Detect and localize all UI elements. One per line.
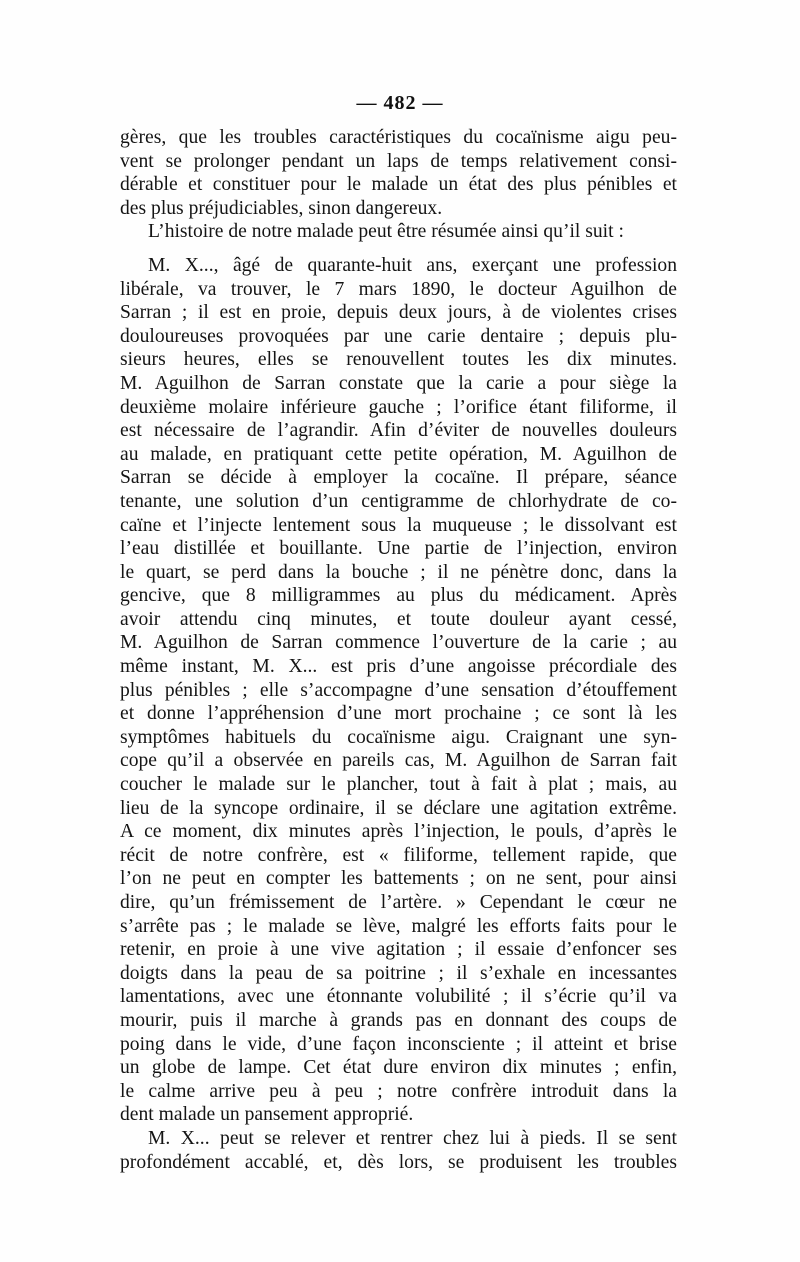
text-line: au malade, en pratiquant cette petite opération, M. Aguilhon de: [120, 443, 677, 465]
text-line: tenante, une solution d’un centigramme de chlorhydrate de co-: [120, 490, 677, 512]
text-line: sieurs heures, elles se renouvellent toutes les dix minutes.: [120, 349, 677, 371]
text-line: un globe de lampe. Cet état dure environ dix minutes ; enfin,: [120, 1057, 677, 1079]
text-line: symptômes habituels du cocaïnisme aigu. Craignant une syn-: [120, 726, 677, 748]
text-line: profondément accablé, et, dès lors, se produisent les troubles: [120, 1151, 677, 1173]
text-line: s’arrête pas ; le malade se lève, malgré les efforts faits pour le: [120, 915, 677, 937]
text-line: le calme arrive peu à peu ; notre confrère introduit dans la: [120, 1080, 677, 1102]
text-line: dérable et constituer pour le malade un état des plus pénibles et: [120, 174, 677, 196]
text-line: M. Aguilhon de Sarran commence l’ouverture de la carie ; au: [120, 632, 677, 654]
text-line: récit de notre confrère, est « filiforme, tellement rapide, que: [120, 844, 677, 866]
paragraph-continuation: [120, 126, 677, 220]
text-line: lieu de la syncope ordinaire, il se déclare une agitation extrême.: [120, 797, 677, 819]
text-line: mourir, puis il marche à grands pas en donnant des coups de: [120, 1009, 677, 1031]
text-line: gères, que les troubles caractéristiques du cocaïnisme aigu peu-: [120, 127, 677, 148]
text-line: des plus préjudiciables, sinon dangereux.: [120, 197, 443, 219]
text-line: douloureuses provoquées par une carie dentaire ; depuis plu-: [120, 325, 677, 347]
text-line: poing dans le vide, d’une façon inconsciente ; il atteint et brise: [120, 1033, 677, 1055]
text-line: avoir attendu cinq minutes, et toute douleur ayant cessé,: [120, 608, 677, 630]
body-text: [120, 126, 677, 1174]
text-line: l’on ne peut en compter les battements ; on ne sent, pour ainsi: [120, 868, 677, 890]
text-line: A ce moment, dix minutes après l’injection, le pouls, d’après le: [120, 821, 677, 843]
text-line: doigts dans la peau de sa poitrine ; il s’exhale en incessantes: [120, 962, 677, 984]
text-line: Sarran se décide à employer la cocaïne. Il prépare, séance: [120, 467, 677, 489]
text-line: dent malade un pansement approprié.: [120, 1104, 414, 1126]
text-line: est nécessaire de l’agrandir. Afin d’éviter de nouvelles douleurs: [120, 420, 677, 442]
text-line: le quart, se perd dans la bouche ; il ne pénètre donc, dans la: [120, 561, 677, 583]
text-line: L’histoire de notre malade peut être résumée ainsi qu’il suit :: [148, 221, 624, 243]
paragraph-aftermath: [120, 1127, 677, 1174]
text-line: caïne et l’injecte lentement sous la muqueuse ; le dissolvant est: [120, 514, 677, 536]
text-line: retenir, en proie à une vive agitation ; il essaie d’enfoncer ses: [120, 939, 677, 961]
text-line: gencive, que 8 milligrammes au plus du médicament. Après: [120, 585, 677, 607]
text-line: Sarran ; il est en proie, depuis deux jours, à de violentes crises: [120, 302, 677, 324]
text-line: cope qu’il a observée en pareils cas, M. Aguilhon de Sarran fait: [120, 750, 677, 772]
text-line: l’eau distillée et bouillante. Une partie de l’injection, environ: [120, 538, 677, 560]
text-line: M. X..., âgé de quarante-huit ans, exerçant une profession: [148, 254, 677, 276]
text-line: dire, qu’un frémissement de l’artère. » Cependant le cœur ne: [120, 892, 677, 913]
text-line: lamentations, avec une étonnante volubilité ; il s’écrie qu’il va: [120, 986, 677, 1008]
text-line: M. Aguilhon de Sarran constate que la carie a pour siège la: [120, 372, 677, 394]
text-line: libérale, va trouver, le 7 mars 1890, le docteur Aguilhon de: [120, 278, 677, 300]
text-line: M. X... peut se relever et rentrer chez lui à pieds. Il se sent: [148, 1127, 677, 1149]
page-number: — 482 —: [356, 92, 444, 114]
text-line: même instant, M. X... est pris d’une angoisse précordiale des: [120, 656, 677, 678]
text-line: deuxième molaire inférieure gauche ; l’orifice étant filiforme, il: [120, 396, 677, 418]
text-line: plus pénibles ; elle s’accompagne d’une sensation d’étouffement: [120, 679, 677, 701]
text-line: vent se prolonger pendant un laps de temps relativement consi-: [120, 150, 677, 172]
text-line: coucher le malade sur le plancher, tout à fait à plat ; mais, au: [120, 774, 677, 796]
paragraph-summary-intro: [120, 220, 677, 244]
paragraph-case-history: [120, 254, 677, 1127]
text-line: et donne l’appréhension d’une mort prochaine ; ce sont là les: [120, 703, 677, 725]
